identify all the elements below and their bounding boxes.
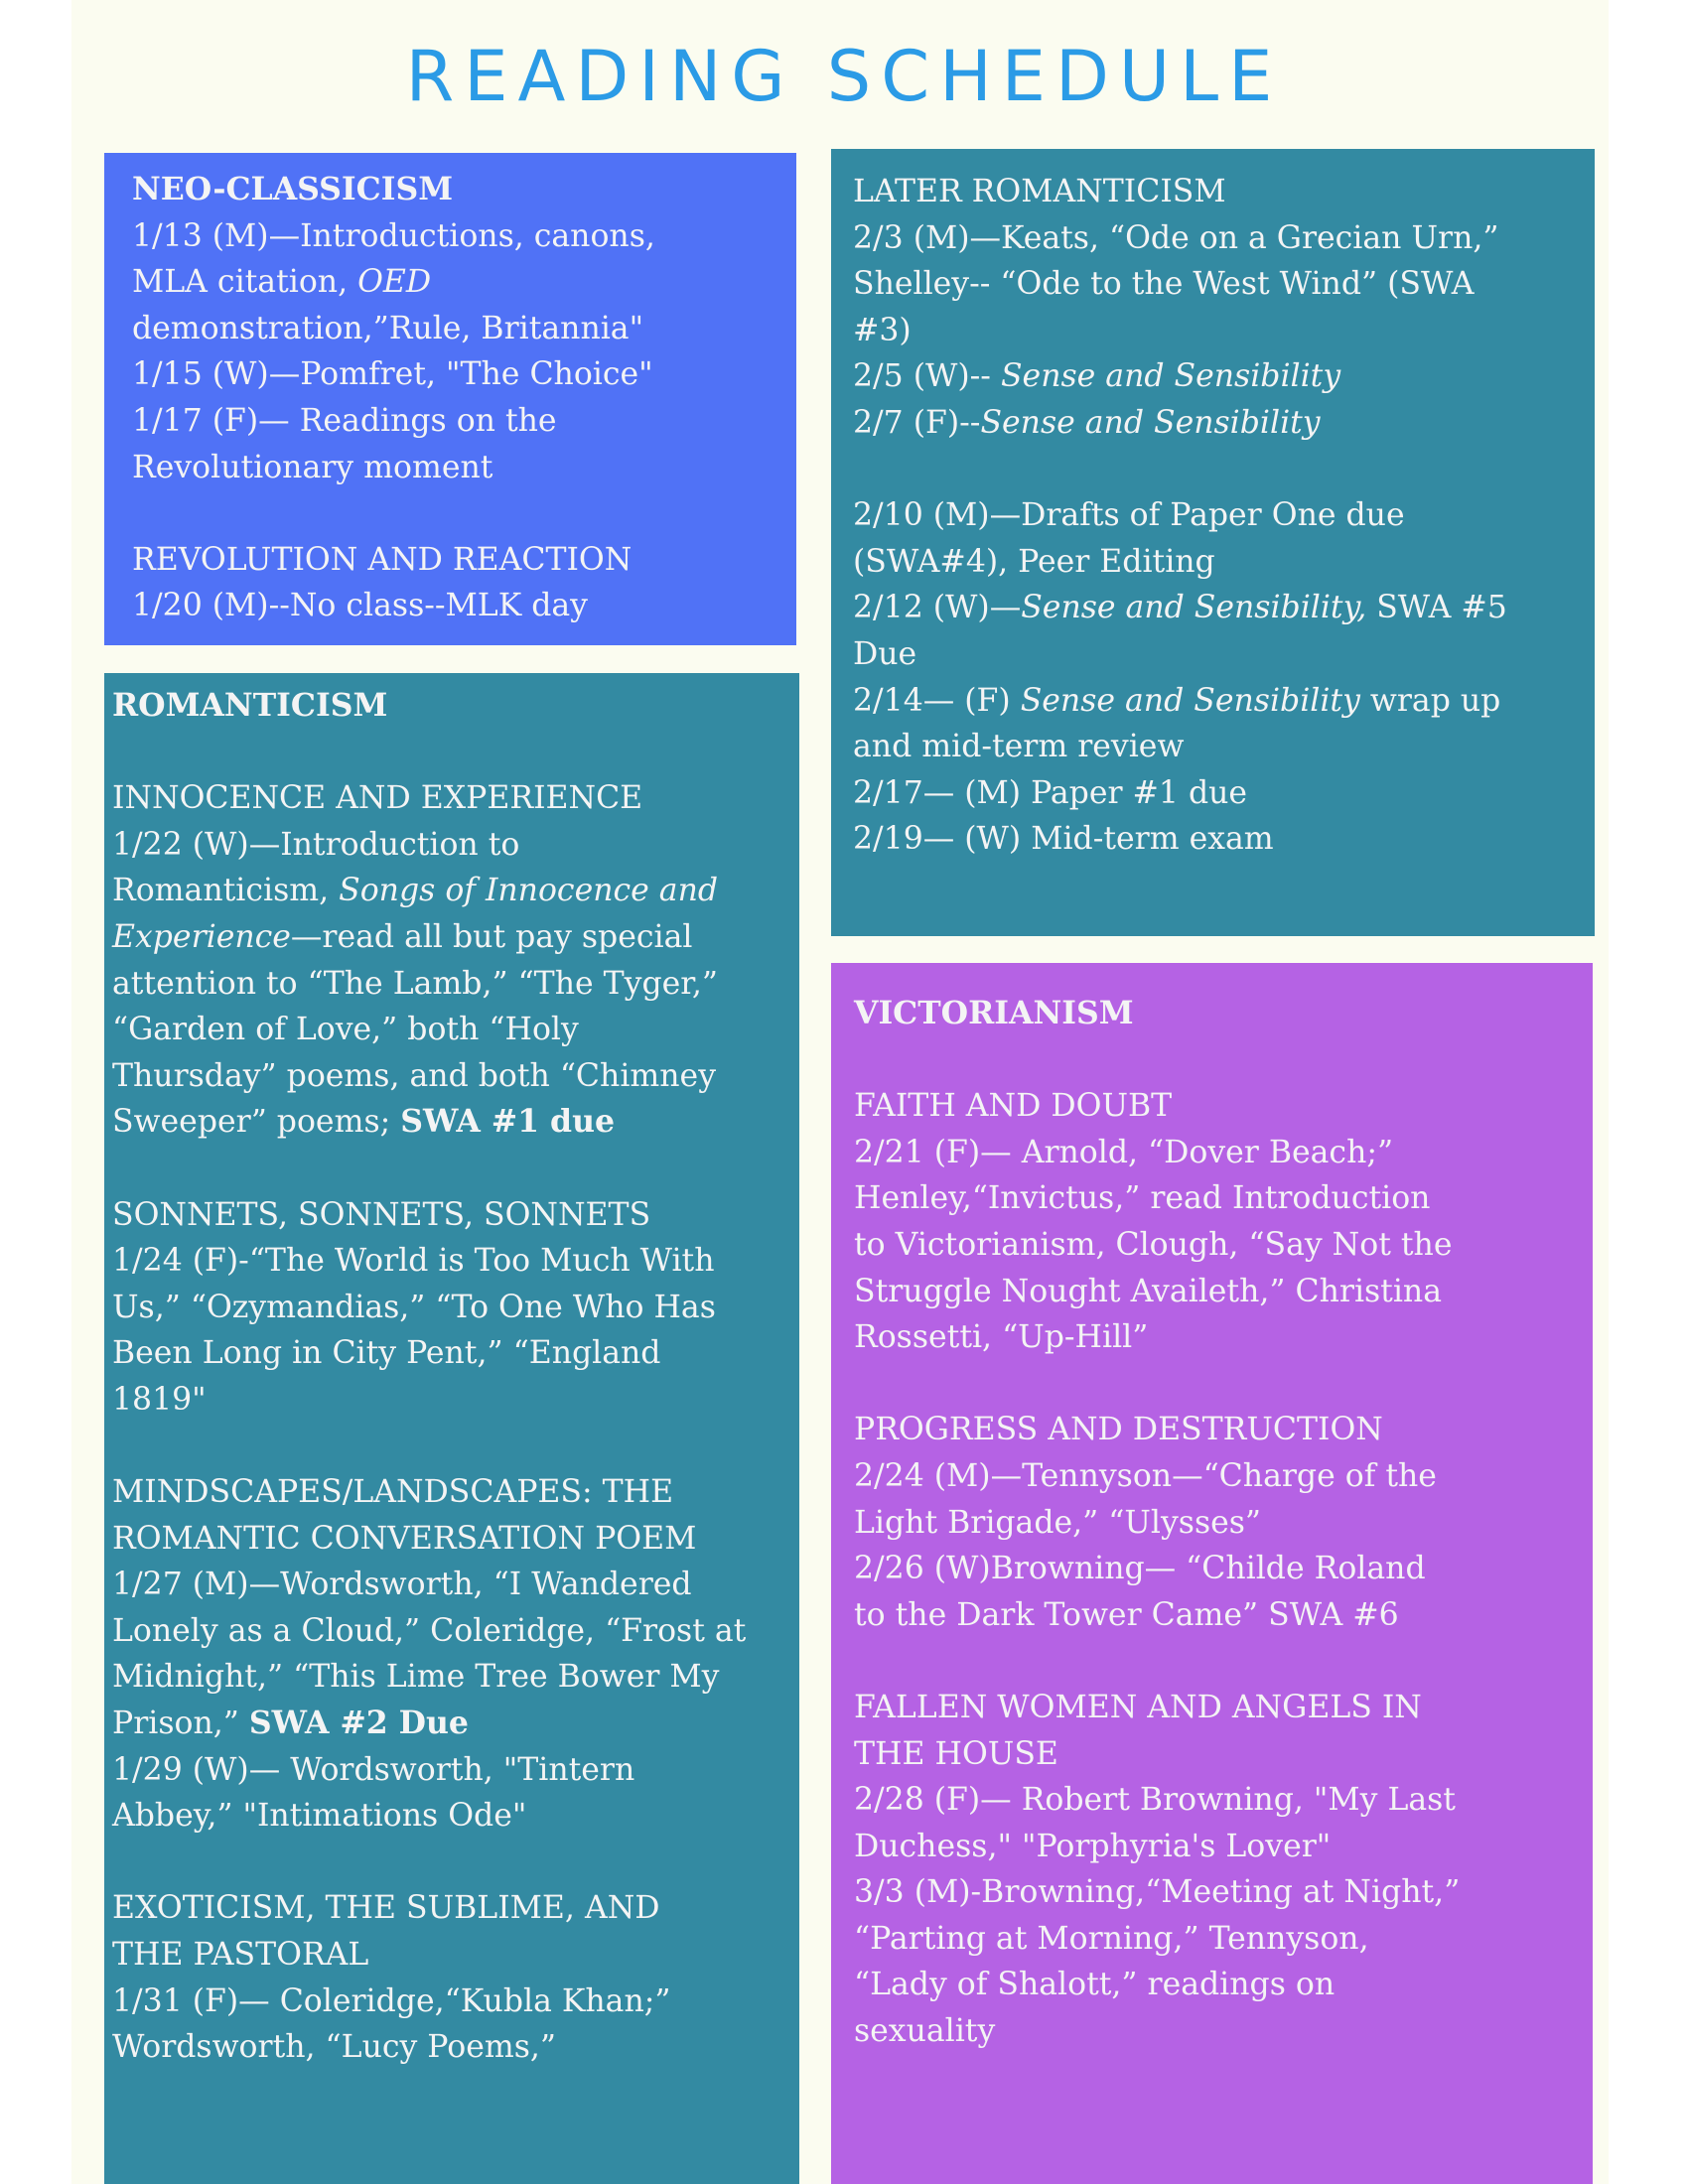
schedule-line	[112, 914, 799, 961]
schedule-line	[112, 868, 799, 914]
work-title: Sense and Sensibility	[1020, 682, 1360, 719]
line-text: Romanticism,	[112, 873, 340, 909]
schedule-line	[132, 259, 796, 306]
schedule-line: Shelley-- “Ode to the West Wind” (SWA	[853, 266, 1475, 303]
schedule-line: 1/29 (W)— Wordsworth, "Tintern	[112, 1751, 635, 1788]
schedule-line: 2/19— (W) Mid-term exam	[853, 821, 1274, 858]
spacer	[854, 1361, 1593, 1408]
neo-classicism-box	[104, 153, 796, 645]
schedule-line: 1/31 (F)— Coleridge,“Kubla Khan;”	[112, 1982, 671, 2019]
schedule-line: 2/3 (M)—Keats, “Ode on a Grecian Urn,”	[853, 219, 1499, 256]
spacer	[854, 1638, 1593, 1685]
victorianism-box	[831, 963, 1593, 2184]
later-romanticism-box	[831, 149, 1595, 936]
spacer	[132, 490, 796, 537]
schedule-line	[112, 1099, 799, 1146]
schedule-line: 1/15 (W)—Pomfret, "The Choice"	[132, 356, 653, 393]
schedule-line: “Parting at Morning,” Tennyson,	[854, 1920, 1369, 1957]
schedule-line: Midnight,” “This Lime Tree Bower My	[112, 1659, 720, 1696]
schedule-line: 2/21 (F)— Arnold, “Dover Beach;”	[854, 1134, 1394, 1170]
section-heading-neo-classicism: NEO-CLASSICISM	[132, 171, 454, 207]
schedule-line: Thursday” poems, and both “Chimney	[112, 1057, 716, 1094]
work-title: Sense and Sensibility	[1000, 358, 1341, 395]
schedule-line: #3)	[853, 312, 912, 348]
schedule-line: 1/27 (M)—Wordsworth, “I Wandered	[112, 1567, 692, 1603]
assignment-due: SWA #2 Due	[248, 1705, 469, 1742]
schedule-line: Revolutionary moment	[132, 449, 493, 485]
schedule-line: Light Brigade,” “Ulysses”	[854, 1504, 1262, 1541]
schedule-line: Struggle Nought Availeth,” Christina	[854, 1273, 1442, 1309]
subsection-heading-innocence: INNOCENCE AND EXPERIENCE	[112, 780, 643, 817]
line-text: MLA citation,	[132, 264, 358, 301]
subsection-heading-revolution: REVOLUTION AND REACTION	[132, 541, 633, 578]
line-text: 2/7 (F)--	[853, 404, 981, 441]
spacer	[854, 1037, 1593, 1084]
section-heading-victorianism: VICTORIANISM	[854, 995, 1134, 1031]
subsection-heading-exoticism: EXOTICISM, THE SUBLIME, AND	[112, 1890, 660, 1927]
schedule-line: demonstration,”Rule, Britannia"	[132, 310, 644, 346]
subsection-heading-sonnets: SONNETS, SONNETS, SONNETS	[112, 1196, 651, 1233]
schedule-line	[853, 353, 1595, 400]
schedule-line: to the Dark Tower Came” SWA #6	[854, 1596, 1399, 1633]
schedule-line: “Lady of Shalott,” readings on	[854, 1967, 1336, 2003]
line-text: Prison,”	[112, 1706, 249, 1742]
schedule-line: sexuality	[854, 2013, 996, 2050]
schedule-line: Us,” “Ozymandias,” “To One Who Has	[112, 1289, 716, 1325]
schedule-line: 1819"	[112, 1381, 207, 1418]
schedule-line: “Garden of Love,” both “Holy	[112, 1012, 579, 1048]
schedule-line: 1/22 (W)—Introduction to	[112, 826, 520, 863]
schedule-line	[853, 585, 1595, 631]
schedule-line: 2/24 (M)—Tennyson—“Charge of the	[854, 1457, 1437, 1494]
work-title: Experience	[112, 918, 291, 955]
line-text: wrap up	[1359, 682, 1501, 719]
assignment-due: SWA #1 due	[400, 1103, 616, 1141]
subsection-heading-progress: PROGRESS AND DESTRUCTION	[854, 1412, 1383, 1448]
subsection-heading-fallen-women: FALLEN WOMEN AND ANGELS IN	[854, 1689, 1422, 1725]
spacer	[112, 1424, 799, 1470]
schedule-line: 1/17 (F)— Readings on the	[132, 402, 557, 439]
section-heading-later-romanticism: LATER ROMANTICISM	[853, 174, 1226, 209]
line-text: SWA #5	[1366, 590, 1507, 626]
work-title: Sense and Sensibility,	[1021, 590, 1367, 626]
schedule-line: Duchess," "Porphyria's Lover"	[854, 1828, 1332, 1864]
schedule-line: 3/3 (M)-Browning,“Meeting at Night,”	[854, 1874, 1461, 1911]
schedule-line: 2/17— (M) Paper #1 due	[853, 774, 1248, 811]
schedule-line: Wordsworth, “Lucy Poems,”	[112, 2029, 556, 2066]
schedule-line: 2/10 (M)—Drafts of Paper One due	[853, 497, 1405, 534]
spacer	[112, 730, 799, 776]
subsection-heading-fallen-women: THE HOUSE	[854, 1735, 1058, 1772]
schedule-line: 1/20 (M)--No class--MLK day	[132, 588, 588, 624]
spacer	[112, 1146, 799, 1192]
work-title: Sense and Sensibility	[980, 404, 1321, 441]
schedule-line: 1/24 (F)-“The World is Too Much With	[112, 1243, 715, 1280]
subsection-heading-mindscapes: ROMANTIC CONVERSATION POEM	[112, 1520, 697, 1557]
subsection-heading-faith: FAITH AND DOUBT	[854, 1088, 1173, 1125]
schedule-line: Been Long in City Pent,” “England	[112, 1335, 661, 1372]
line-text: Sweeper” poems;	[112, 1104, 401, 1141]
line-text: 2/12 (W)—	[853, 590, 1022, 626]
romanticism-box	[104, 673, 799, 2184]
line-text: —read all but pay special	[290, 918, 693, 955]
section-heading-romanticism: ROMANTICISM	[112, 687, 388, 724]
schedule-line: Abbey,” "Intimations Ode"	[112, 1798, 527, 1835]
schedule-line: 2/28 (F)— Robert Browning, "My Last	[854, 1782, 1456, 1819]
work-title: OED	[357, 264, 432, 301]
line-text: 2/14— (F)	[853, 682, 1021, 719]
schedule-line: 1/13 (M)—Introductions, canons,	[132, 217, 655, 254]
schedule-line: to Victorianism, Clough, “Say Not the	[854, 1226, 1453, 1263]
schedule-line: (SWA#4), Peer Editing	[853, 543, 1215, 580]
spacer	[112, 1840, 799, 1886]
work-title: Songs of Innocence and	[339, 873, 719, 909]
schedule-line: attention to “The Lamb,” “The Tyger,”	[112, 965, 718, 1002]
schedule-line: Henley,“Invictus,” read Introduction	[854, 1180, 1431, 1217]
page-title: READING SCHEDULE	[405, 36, 1283, 117]
schedule-line: Lonely as a Cloud,” Coleridge, “Frost at	[112, 1612, 747, 1649]
schedule-line: Rossetti, “Up-Hill”	[854, 1319, 1149, 1356]
spacer	[853, 447, 1595, 493]
schedule-line	[112, 1701, 799, 1747]
schedule-line: 2/26 (W)Browning— “Childe Roland	[854, 1551, 1426, 1587]
schedule-line: Due	[853, 635, 917, 672]
schedule-line	[853, 400, 1595, 447]
line-text: 2/5 (W)--	[853, 358, 1001, 395]
subsection-heading-mindscapes: MINDSCAPES/LANDSCAPES: THE	[112, 1474, 674, 1511]
schedule-line: and mid-term review	[853, 729, 1185, 765]
subsection-heading-exoticism: THE PASTORAL	[112, 1937, 369, 1974]
schedule-line	[853, 678, 1595, 725]
